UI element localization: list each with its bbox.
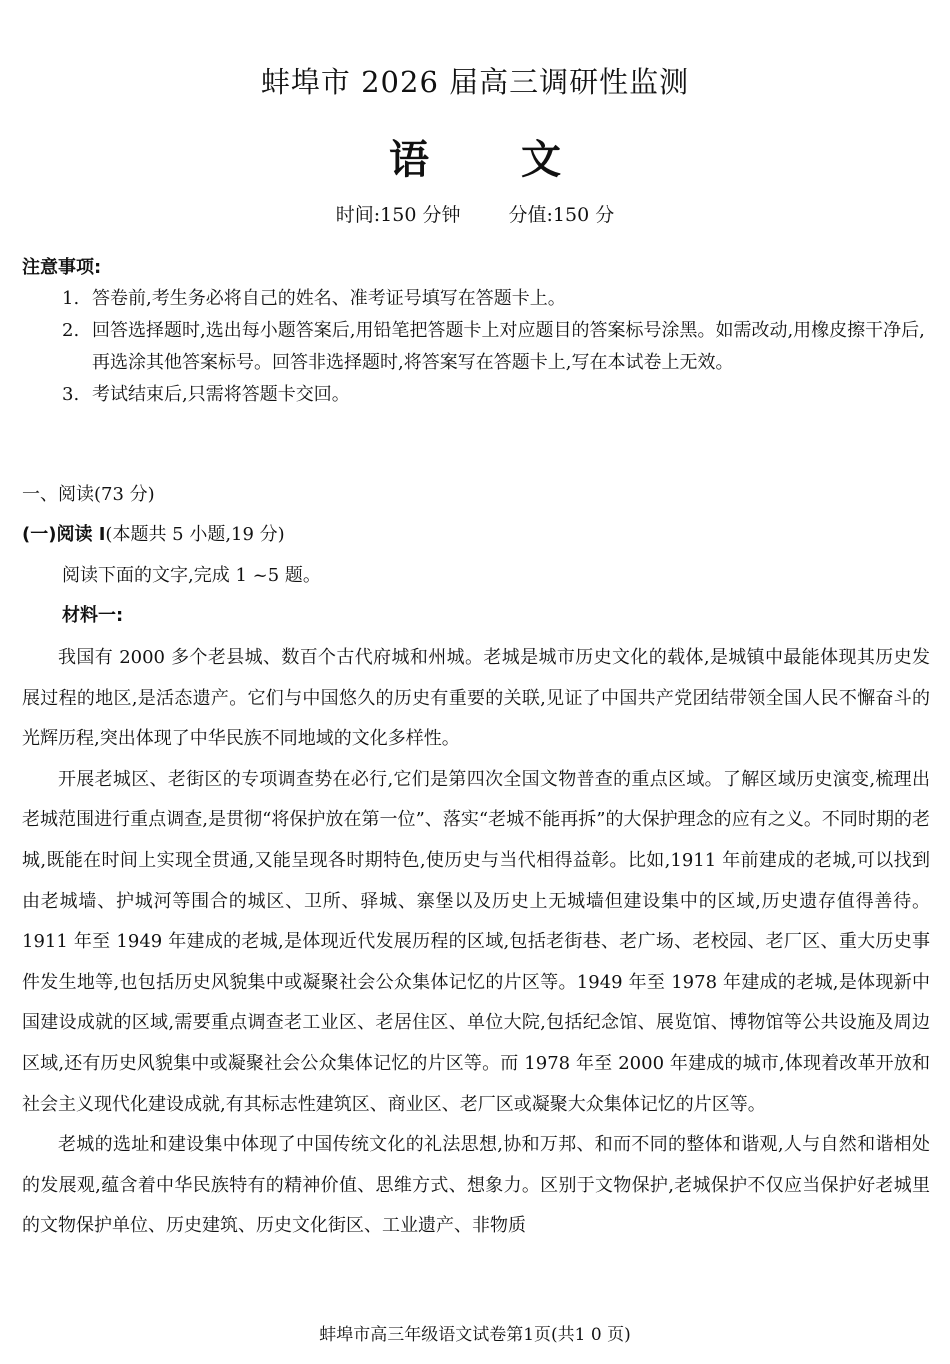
subsection-detail: (本题共 5 小题,19 分) <box>105 524 285 545</box>
exam-meta <box>0 200 950 227</box>
section-heading: 一、阅读(73 分) <box>22 484 155 505</box>
subsection-heading <box>22 520 285 546</box>
note-number: 3. <box>62 384 80 405</box>
subject-title <box>0 128 950 185</box>
note-text: 回答选择题时,选出每小题答案后,用铅笔把答题卡上对应题目的答案标号涂黑。如需改动,用橡皮擦干净后,再选涂其他答案标号。回答非选择题时,将答案写在答题卡上,写在本试卷上无效。 <box>92 320 925 373</box>
page-footer: 蚌埠市高三年级语文试卷第1页(共1 0 页) <box>319 1325 631 1345</box>
passage-paragraph: 开展老城区、老街区的专项调查势在必行,它们是第四次全国文物普查的重点区域。了解区域历史演变,梳理出老城范围进行重点调查,是贯彻“将保护放在第一位”、落实“老城不能再拆”的大保护理念的应有之义。不同时期的老城,既能在时间上实现全贯通,又能呈现各时期特色,使历史与当代相得益彰。比如,1911 年前建成的老城,可以找到由老城墙、护城河等围合的城区、卫所、驿城、寨堡以及历史上无城墙但建设集中的区域,历史遗存值得善待。1911 年至 1949 年建成的老城,是体现近代发展历程的区域,包括老街巷、老广场、老校园、老厂区、重大历史事件发生地等,也包括历史风貌集中或凝聚社会公众集体记忆的片区等。1949 年至 1978 年建成的老城,是体现新中国建设成就的区域,需要重点调查老工业区、老居住区、单位大院,包括纪念馆、展览馆、博物馆等公共设施及周边区域,还有历史风貌集中或凝聚社会公众集体记忆的片区等。而 1978 年至 2000 年建成的城市,体现着改革开放和社会主义现代化建设成就,有其标志性建筑区、商业区、老厂区或凝聚大众集体记忆的片区等。 <box>22 768 930 1115</box>
exam-score: 分值:150 分 <box>508 204 615 226</box>
passage-paragraph: 老城的选址和建设集中体现了中国传统文化的礼法思想,协和万邦、和而不同的整体和谐观,人与自然和谐相处的发展观,蕴含着中华民族特有的精神价值、思维方式、想象力。区别于文物保护,老城保护不仅应当保护好老城里的文物保护单位、历史建筑、历史文化街区、工业遗产、非物质 <box>22 1134 930 1237</box>
reading-passage <box>22 638 930 1247</box>
notes-list <box>62 283 930 411</box>
note-item <box>62 315 930 379</box>
subject-char-1: 语 <box>389 137 429 183</box>
note-text: 考试结束后,只需将答题卡交回。 <box>92 384 350 405</box>
subject-char-2: 文 <box>521 137 561 183</box>
exam-time: 时间:150 分钟 <box>335 204 461 226</box>
passage-paragraph: 我国有 2000 多个老县城、数百个古代府城和州城。老城是城市历史文化的载体,是城镇中最能体现其历史发展过程的地区,是活态遗产。它们与中国悠久的历史有重要的关联,见证了中国共产党团结带领全国人民不懈奋斗的光辉历程,突出体现了中华民族不同地域的文化多样性。 <box>22 647 930 750</box>
note-number: 2. <box>62 320 80 341</box>
exam-title: 蚌埠市 2026 届高三调研性监测 <box>260 65 690 99</box>
note-item <box>62 379 930 411</box>
subsection-label: (一)阅读 I <box>22 524 106 545</box>
material-label: 材料一: <box>62 605 124 626</box>
note-text: 答卷前,考生务必将自己的姓名、准考证号填写在答题卡上。 <box>92 288 566 309</box>
note-number: 1. <box>62 288 80 309</box>
note-item <box>62 283 930 315</box>
notes-heading: 注意事项: <box>22 257 102 278</box>
reading-instruction: 阅读下面的文字,完成 1 ~5 题。 <box>62 565 321 586</box>
